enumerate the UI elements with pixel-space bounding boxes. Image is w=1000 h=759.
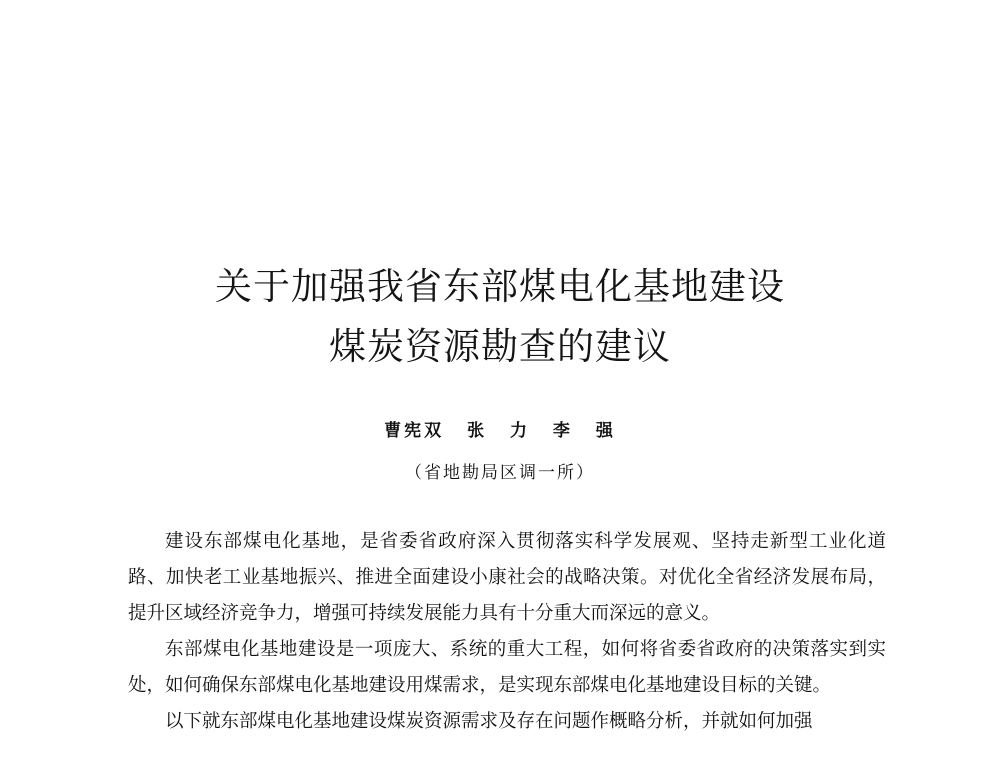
author-affiliation: （省地勘局区调一所） bbox=[405, 463, 595, 483]
author-list: 曹宪双 张 力 李 强 bbox=[384, 421, 616, 441]
title-line-2: 煤炭资源勘查的建议 bbox=[329, 325, 671, 368]
paragraph-3: 以下就东部煤电化基地建设煤炭资源需求及存在问题作概略分析，并就如何加强 bbox=[165, 711, 813, 732]
paragraph-1: 建设东部煤电化基地，是省委省政府深入贯彻落实科学发展观、坚持走新型工业化道路、加快老工业基地振兴、推进全面建设小康社会的战略决策。对优化全省经济发展布局，提升区域经济竞争力，增强可持续发展能力具有十分重大而深远的意义。 bbox=[128, 531, 886, 624]
title-line-1: 关于加强我省东部煤电化基地建设 bbox=[215, 265, 785, 308]
body-text bbox=[128, 524, 886, 740]
paragraph-2: 东部煤电化基地建设是一项庞大、系统的重大工程，如何将省委省政府的决策落实到实处，如何确保东部煤电化基地建设用煤需求，是实现东部煤电化基地建设目标的关键。 bbox=[128, 639, 886, 696]
